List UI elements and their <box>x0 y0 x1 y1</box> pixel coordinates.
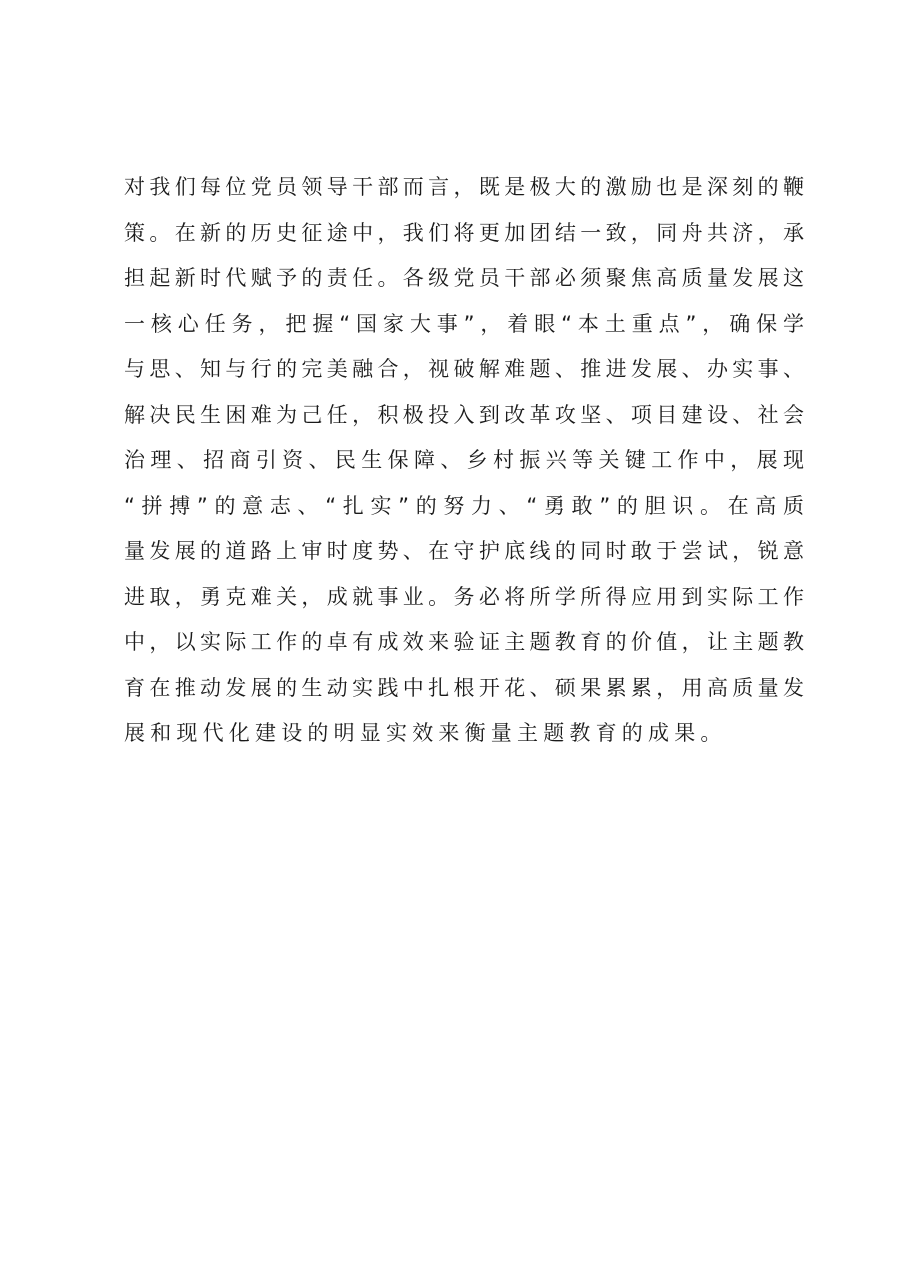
paragraph-line: 展和现代化建设的明显实效来衡量主题教育的成果。 <box>124 721 727 745</box>
paragraph-line: 育在推动发展的生动实践中扎根开花、硕果累累，用高质量发 <box>124 675 804 700</box>
paragraph-line: 中，以实际工作的卓有成效来验证主题教育的价值，让主题教 <box>124 630 804 654</box>
paragraph-line: 进取，勇克难关，成就事业。务必将所学所得应用到实际工作 <box>124 584 804 609</box>
paragraph-line: 一核心任务，把握“国家大事”，着眼“本土重点”，确保学 <box>124 311 804 336</box>
paragraph-line: 与思、知与行的完美融合，视破解难题、推进发展、办实事、 <box>124 357 804 381</box>
paragraph-line: 对我们每位党员领导干部而言，既是极大的激励也是深刻的鞭 <box>124 175 804 199</box>
paragraph-line: 量发展的道路上审时度势、在守护底线的同时敢于尝试，锐意 <box>124 539 804 563</box>
paragraph-line: 担起新时代赋予的责任。各级党员干部必须聚焦高质量发展这 <box>124 266 804 290</box>
body-paragraph <box>124 165 804 757</box>
paragraph-line: “拼搏”的意志、“扎实”的努力、“勇敢”的胆识。在高质 <box>124 493 804 518</box>
paragraph-line: 解决民生困难为己任，积极投入到改革攻坚、项目建设、社会 <box>124 402 804 427</box>
paragraph-line: 治理、招商引资、民生保障、乡村振兴等关键工作中，展现 <box>124 448 804 472</box>
paragraph-line: 策。在新的历史征途中，我们将更加团结一致，同舟共济，承 <box>124 220 804 245</box>
